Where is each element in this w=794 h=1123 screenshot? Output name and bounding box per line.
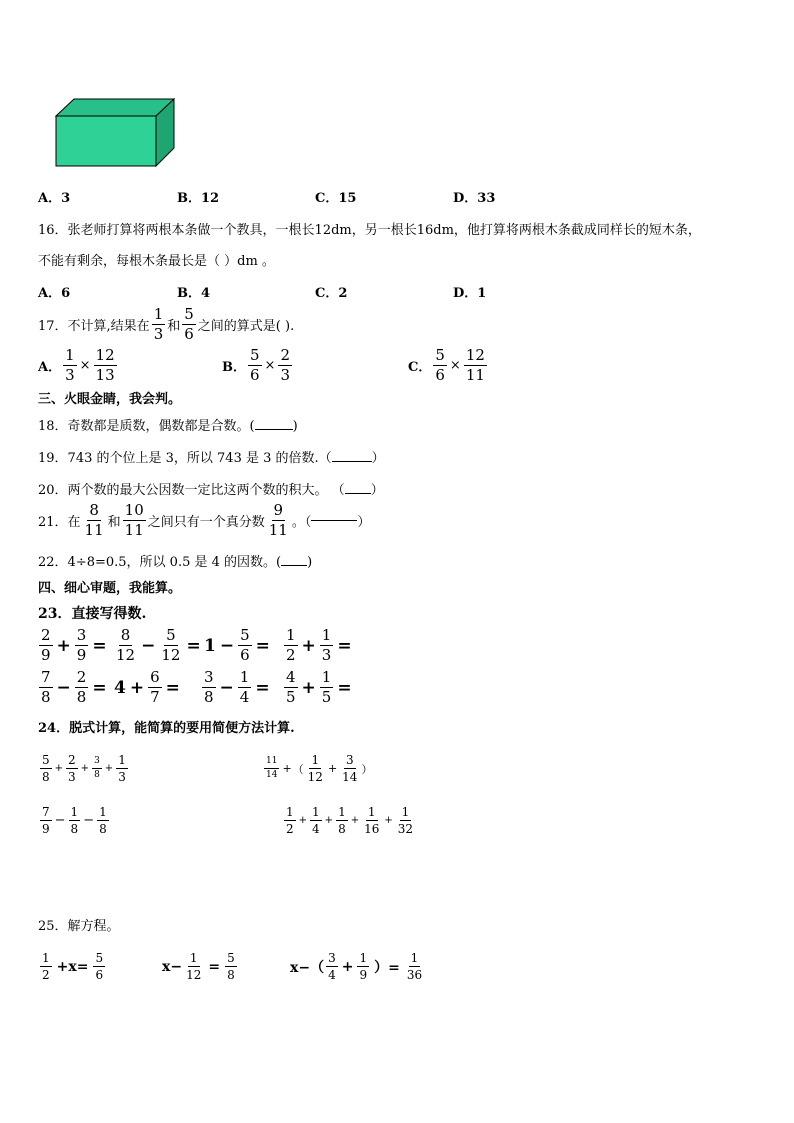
q23-expr-7: $\frac{3}{8}$ − $\frac{1}{4}$ = — [204, 668, 270, 706]
q24-expr-2: $\frac{11}{14}$ + （ $\frac{1}{12}$ + $\frac{3}{14}$ ） — [266, 753, 373, 784]
q24-expr-3: $\frac{7}{9}$ − $\frac{1}{8}$ − $\frac{1}{8}$ — [42, 805, 107, 836]
q17-option-b[interactable]: B． $\frac{5}{6}$ × $\frac{2}{3}$ — [222, 346, 290, 384]
q22-answer-blank[interactable] — [281, 565, 307, 566]
q16-option-a[interactable]: A．6 — [38, 286, 71, 301]
q19-answer-blank[interactable] — [332, 461, 372, 462]
q16-text-line1: 16．张老师打算将两根本条做一个教具，一根长12dm，另一根长16dm，他打算将两根木条截成同样长的短木条， — [38, 223, 701, 238]
q20-statement: 20．两个数的最大公因数一定比这两个数的积大。 （ ） — [38, 483, 384, 498]
q23-expr-2: $\frac{8}{12}$ − $\frac{5}{12}$ = — [116, 626, 201, 664]
q17-option-a[interactable]: A． $\frac{1}{3}$ × $\frac{12}{13}$ — [38, 346, 115, 384]
q24-expr-4: $\frac{1}{2}$ + $\frac{1}{4}$ + $\frac{1}{8}$ + $\frac{1}{16}$ + $\frac{1}{32}$ — [286, 805, 414, 836]
q18-answer-blank[interactable] — [255, 429, 293, 430]
q15-option-a[interactable]: A．3 — [38, 191, 71, 206]
q17-mid: 和 — [167, 319, 181, 334]
q21-statement: 21．在 $\frac{8}{11}$ 和 $\frac{10}{11}$ 之间只有一个真分数 $\frac{9}{11}$ 。（ ） — [38, 501, 371, 539]
fraction: $\frac{10}{11}$ — [124, 501, 144, 539]
q18-statement: 18．奇数都是质数，偶数都是合数。( ) — [38, 419, 298, 434]
fraction: $\frac{5}{6}$ — [184, 305, 194, 343]
cuboid-top-face — [56, 99, 174, 116]
q20-answer-blank[interactable] — [345, 493, 371, 494]
q17-question — [38, 307, 294, 342]
q17-option-c[interactable]: C． $\frac{5}{6}$ × $\frac{12}{11}$ — [408, 346, 485, 384]
q23-expr-6: 4 + $\frac{6}{7}$ = — [114, 668, 180, 706]
fraction: $\frac{1}{3}$ — [153, 305, 164, 343]
q15-option-b[interactable]: B．12 — [177, 191, 220, 206]
q19-statement: 19．743 的个位上是 3，所以 743 是 3 的倍数.（ ） — [38, 451, 385, 466]
q23-title: 23．直接写得数. — [38, 606, 147, 622]
cuboid-figure — [54, 96, 178, 170]
q25-equation-3: x−（ $\frac{3}{4}$ + $\frac{1}{9}$ ）= $\frac{1}{36}$ — [290, 951, 423, 982]
q23-expr-3: 1 − $\frac{5}{6}$ = — [204, 626, 270, 664]
q17-suffix: 之间的算式是( ). — [197, 319, 295, 334]
fraction: $\frac{9}{11}$ — [268, 501, 288, 539]
q15-option-d[interactable]: D．33 — [453, 191, 496, 206]
q16-option-c[interactable]: C．2 — [315, 286, 348, 301]
q23-expr-4: $\frac{1}{2}$ + $\frac{1}{3}$ = — [286, 626, 352, 664]
q17-prefix: 17．不计算,结果在 — [38, 319, 150, 334]
q21-answer-blank[interactable] — [311, 520, 357, 521]
section-4-heading: 四、细心审题，我能算。 — [38, 581, 182, 596]
q24-title: 24．脱式计算，能简算的要用简便方法计算. — [38, 721, 295, 736]
q16-option-b[interactable]: B．4 — [177, 286, 211, 301]
q24-expr-1: $\frac{5}{8}$ + $\frac{2}{3}$ + $\frac{3}{8}$ + $\frac{1}{3}$ — [42, 753, 126, 784]
q25-equation-1: $\frac{1}{2}$ +x= $\frac{5}{6}$ — [42, 951, 104, 982]
q25-title: 25．解方程。 — [38, 919, 120, 934]
section-3-heading: 三、火眼金睛，我会判。 — [38, 392, 182, 407]
q23-expr-8: $\frac{4}{5}$ + $\frac{1}{5}$ = — [286, 668, 352, 706]
q16-text-line2: 不能有剩余，每根木条最长是（ ）dm 。 — [38, 254, 275, 269]
q15-option-c[interactable]: C．15 — [315, 191, 357, 206]
q16-option-d[interactable]: D．1 — [453, 286, 487, 301]
fraction: $\frac{8}{11}$ — [84, 501, 104, 539]
q22-statement: 22．4÷8=0.5，所以 0.5 是 4 的因数。( ) — [38, 555, 313, 570]
q23-expr-5: $\frac{7}{8}$ − $\frac{2}{8}$ = — [41, 668, 107, 706]
q23-expr-1: $\frac{2}{9}$ + $\frac{3}{9}$ = — [41, 626, 107, 664]
cuboid-front-face — [56, 116, 156, 166]
q25-equation-2: x− $\frac{1}{12}$ = $\frac{5}{8}$ — [162, 951, 235, 982]
